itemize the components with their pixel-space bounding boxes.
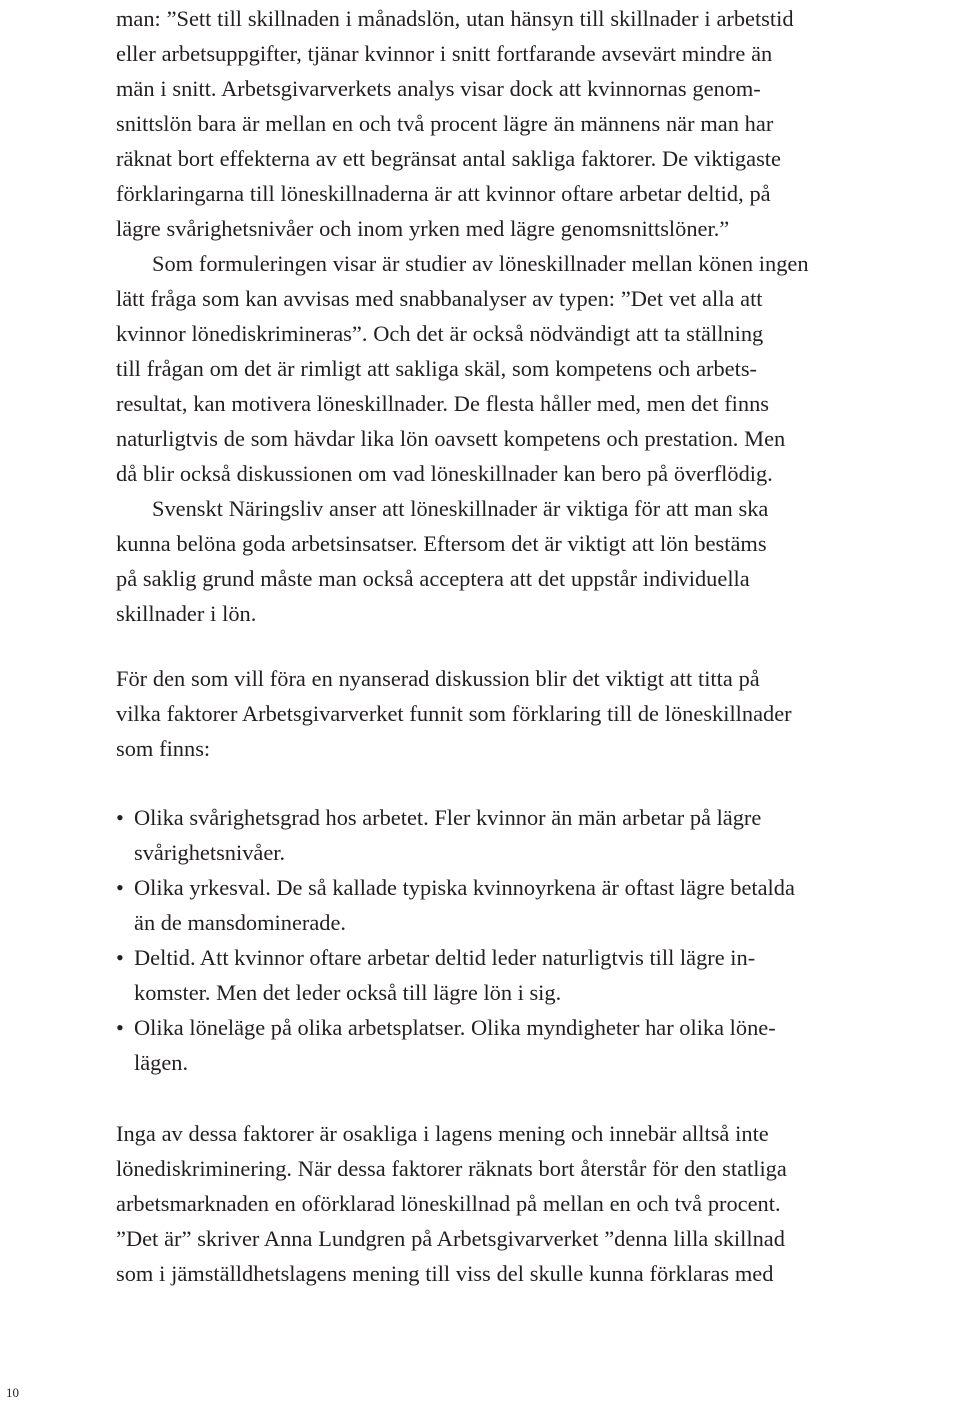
list-item-text: Deltid. Att kvinnor oftare arbetar deltid leder naturligtvis till lägre in-: [134, 945, 756, 970]
continued-text-block: [116, 1, 958, 631]
text-line: kvinnor lönediskrimineras”. Och det är också nödvändigt att ta ställning: [116, 321, 764, 346]
text-line: som finns:: [116, 736, 211, 761]
intro-paragraph: [116, 661, 958, 766]
list-item-text: svårighetsnivåer.: [134, 840, 286, 865]
text-line: ”Det är” skriver Anna Lundgren på Arbetsgivarverket ”denna lilla skillnad: [116, 1226, 785, 1251]
text-line: lönediskriminering. När dessa faktorer räknats bort återstår för den statliga: [116, 1156, 787, 1181]
list-item-text: Olika löneläge på olika arbetsplatser. Olika myndigheter har olika löne-: [134, 1015, 776, 1040]
list-item-text: lägen.: [134, 1050, 189, 1075]
text-line: vilka faktorer Arbetsgivarverket funnit som förklaring till de löneskillnader: [116, 701, 792, 726]
list-item: [116, 940, 958, 1010]
text-line: man: ”Sett till skillnaden i månadslön, utan hänsyn till skillnader i arbetstid: [116, 6, 794, 31]
list-item: [116, 870, 958, 940]
text-line: lägre svårighetsnivåer och inom yrken med lägre genomsnittslöner.”: [116, 216, 730, 241]
text-line: som i jämställdhetslagens mening till viss del skulle kunna förklaras med: [116, 1261, 774, 1286]
quote-paragraph: [116, 1, 958, 246]
bullet-icon: •: [116, 805, 124, 830]
text-line: snittslön bara är mellan en och två procent lägre än männens när man har: [116, 111, 774, 136]
closing-paragraph: [116, 1116, 958, 1291]
list-item-text: komster. Men det leder också till lägre lön i sig.: [134, 980, 562, 1005]
bullet-icon: •: [116, 1015, 124, 1040]
list-item: [116, 800, 958, 870]
bullet-icon: •: [116, 875, 124, 900]
body-paragraph: [116, 491, 958, 631]
text-line: skillnader i lön.: [116, 601, 257, 626]
text-line: arbetsmarknaden en oförklarad löneskillnad på mellan en och två procent.: [116, 1191, 781, 1216]
text-line: då blir också diskussionen om vad löneskillnader kan bero på överflödig.: [116, 461, 773, 486]
text-line: till frågan om det är rimligt att sakliga skäl, som kompetens och arbets-: [116, 356, 757, 381]
text-line: resultat, kan motivera löneskillnader. De flesta håller med, men det finns: [116, 391, 769, 416]
text-line: Som formuleringen visar är studier av löneskillnader mellan könen ingen: [152, 251, 809, 276]
text-line: För den som vill föra en nyanserad diskussion blir det viktigt att titta på: [116, 666, 760, 691]
text-line: på saklig grund måste man också acceptera att det uppstår individuella: [116, 566, 750, 591]
text-line: eller arbetsuppgifter, tjänar kvinnor i snitt fortfarande avsevärt mindre än: [116, 41, 773, 66]
text-line: räknat bort effekterna av ett begränsat antal sakliga faktorer. De viktigaste: [116, 146, 781, 171]
text-line: lätt fråga som kan avvisas med snabbanalyser av typen: ”Det vet alla att: [116, 286, 763, 311]
list-item-text: Olika yrkesval. De så kallade typiska kvinnoyrkena är oftast lägre betalda: [134, 875, 795, 900]
text-line: förklaringarna till löneskillnaderna är att kvinnor oftare arbetar deltid, på: [116, 181, 771, 206]
body-paragraph: [116, 246, 958, 491]
bullet-icon: •: [116, 945, 124, 970]
text-line: kunna belöna goda arbetsinsatser. Eftersom det är viktigt att lön bestäms: [116, 531, 767, 556]
list-item-text: än de mansdominerade.: [134, 910, 347, 935]
text-line: Inga av dessa faktorer är osakliga i lagens mening och innebär alltså inte: [116, 1121, 769, 1146]
text-line: Svenskt Näringsliv anser att löneskillnader är viktiga för att man ska: [152, 496, 769, 521]
list-item-text: Olika svårighetsgrad hos arbetet. Fler kvinnor än män arbetar på lägre: [134, 805, 762, 830]
text-line: naturligtvis de som hävdar lika lön oavsett kompetens och prestation. Men: [116, 426, 786, 451]
factor-list: [116, 800, 958, 1080]
page-number: 10: [6, 1385, 19, 1400]
list-item: [116, 1010, 958, 1080]
text-line: män i snitt. Arbetsgivarverkets analys visar dock att kvinnornas genom-: [116, 76, 761, 101]
